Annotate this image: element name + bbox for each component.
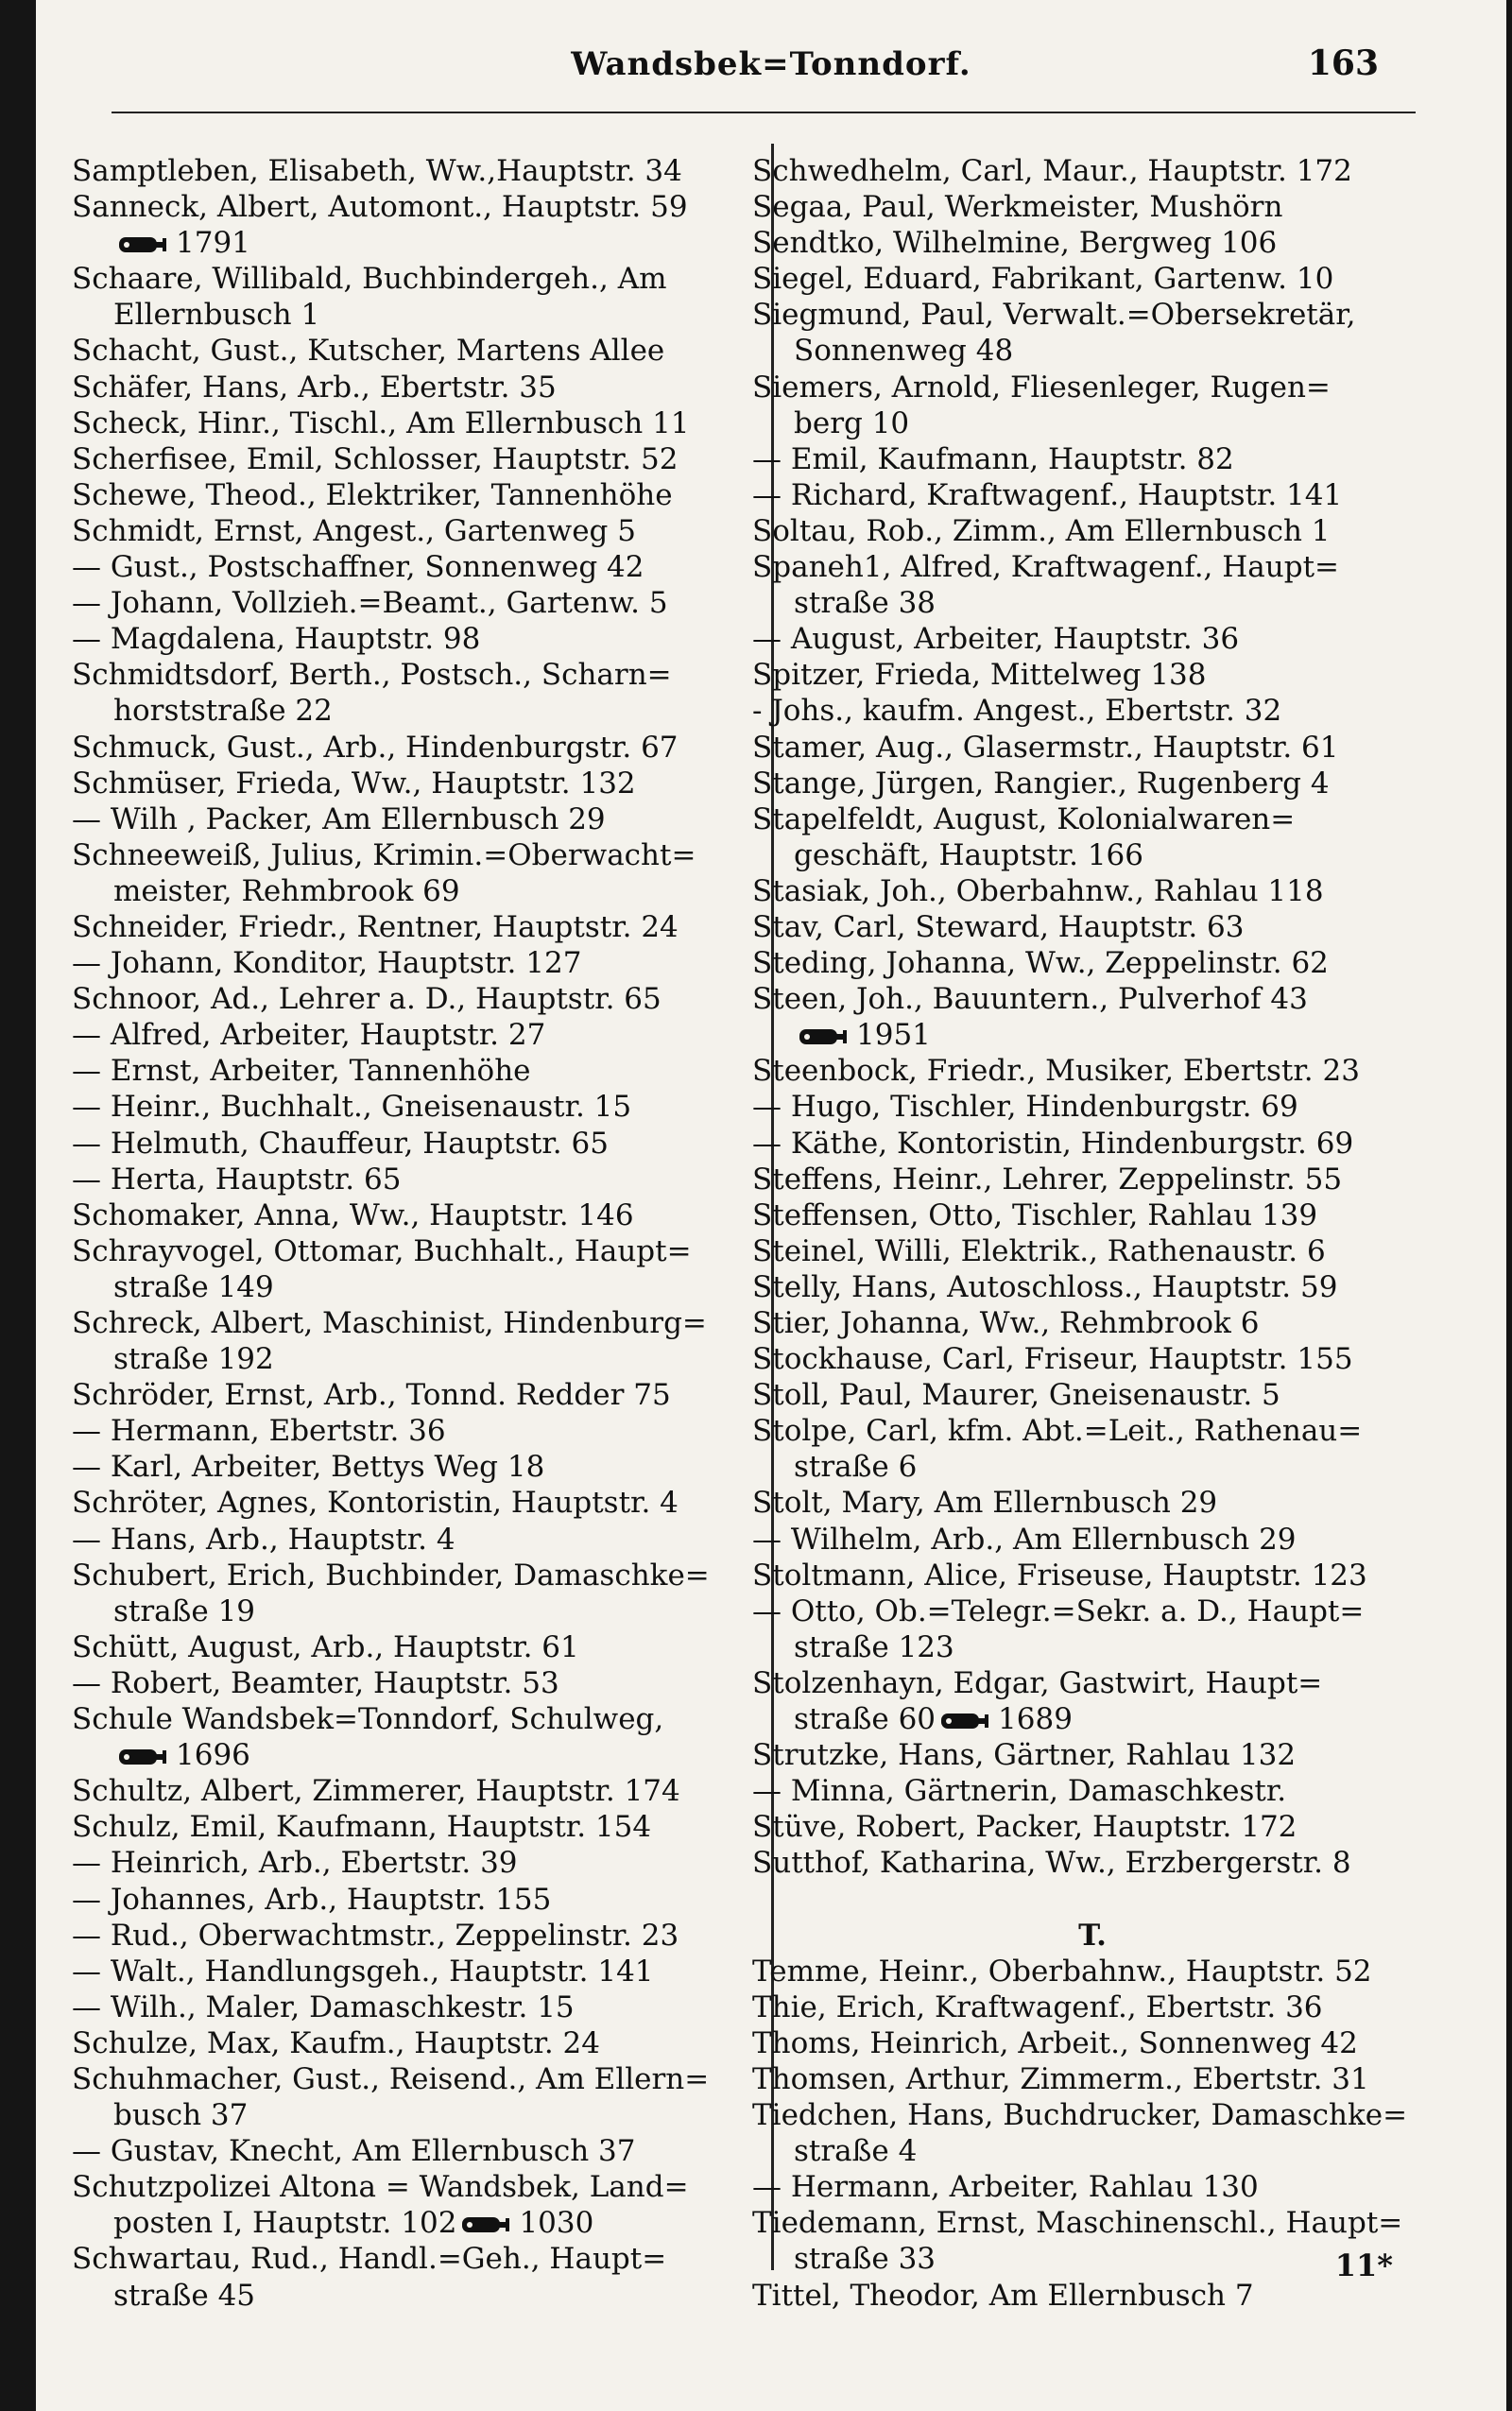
- entry-text: straße 123: [794, 1629, 954, 1664]
- directory-entry: [72, 1558, 752, 1593]
- telephone-hand-icon: [460, 2214, 513, 2235]
- directory-entry: [752, 621, 1433, 657]
- directory-entry: [72, 1989, 752, 2025]
- entry-text: — August, Arbeiter, Hauptstr. 36: [752, 622, 1240, 657]
- directory-entry: [752, 801, 1433, 837]
- directory-entry: [72, 1197, 752, 1233]
- directory-entry: [752, 441, 1433, 477]
- entry-text: Schule Wandsbek=Tonndorf, Schulweg,: [72, 1702, 664, 1737]
- directory-entry: [72, 1485, 752, 1521]
- entry-text: Schröter, Agnes, Kontoristin, Hauptstr. 4: [72, 1486, 679, 1521]
- entry-text: — Walt., Handlungsgeh., Hauptstr. 141: [72, 1954, 654, 1989]
- entry-text: Schrayvogel, Ottomar, Buchhalt., Haupt=: [72, 1233, 692, 1268]
- entry-text: Schneeweiß, Julius, Krimin.=Oberwacht=: [72, 837, 696, 872]
- entry-text: Steffens, Heinr., Lehrer, Zeppelinstr. 55: [752, 1162, 1343, 1197]
- entry-text: — Herta, Hauptstr. 65: [72, 1162, 402, 1197]
- directory-entry: [752, 1989, 1433, 2025]
- directory-entry: [752, 1882, 1433, 1918]
- directory-entry: [72, 370, 752, 405]
- entry-text: Tiedchen, Hans, Buchdrucker, Damaschke=: [752, 2098, 1408, 2133]
- directory-entry: [752, 1053, 1433, 1089]
- entry-text: Stav, Carl, Steward, Hauptstr. 63: [752, 909, 1245, 944]
- entry-text: Schreck, Albert, Maschinist, Hindenburg=: [72, 1306, 707, 1340]
- phone-number: 1030: [519, 2206, 594, 2241]
- entry-text: Siemers, Arnold, Fliesenleger, Rugen=: [752, 370, 1331, 405]
- entry-text: — Hans, Arb., Hauptstr. 4: [72, 1522, 455, 1557]
- entry-text: Thoms, Heinrich, Arbeit., Sonnenweg 42: [752, 2025, 1358, 2060]
- directory-entry: [72, 1809, 752, 1845]
- directory-entry: [752, 2097, 1433, 2133]
- entry-text: Scheck, Hinr., Tischl., Am Ellernbusch 11: [72, 405, 690, 440]
- entry-text: — Ernst, Arbeiter, Tannenhöhe: [72, 1054, 531, 1089]
- entry-text: — Gust., Postschaffner, Sonnenweg 42: [72, 550, 644, 585]
- entry-text: — Hermann, Arbeiter, Rahlau 130: [752, 2170, 1259, 2205]
- directory-entry: [72, 477, 752, 513]
- entry-text: Tittel, Theodor, Am Ellernbusch 7: [752, 2278, 1254, 2313]
- page-title: Wandsbek=Tonndorf.: [571, 45, 971, 83]
- directory-entry: [72, 153, 752, 189]
- entry-text: — Hermann, Ebertstr. 36: [72, 1414, 446, 1449]
- directory-entry: [72, 1629, 752, 1665]
- directory-entry: [72, 1522, 752, 1558]
- directory-entry: [72, 801, 752, 837]
- entry-text: Sanneck, Albert, Automont., Hauptstr. 59: [72, 190, 688, 225]
- entry-text: meister, Rehmbrook 69: [113, 873, 460, 908]
- entry-text: Temme, Heinr., Oberbahnw., Hauptstr. 52: [752, 1954, 1372, 1989]
- entry-text: Stelly, Hans, Autoschloss., Hauptstr. 59: [752, 1269, 1338, 1304]
- directory-entry: [72, 837, 752, 873]
- directory-entry: [752, 766, 1433, 801]
- directory-entry: [72, 1593, 752, 1629]
- entry-text: T.: [1078, 1918, 1107, 1953]
- directory-entry: [72, 1773, 752, 1809]
- telephone-hand-icon: [939, 1711, 992, 1731]
- entry-text: Steding, Johanna, Ww., Zeppelinstr. 62: [752, 946, 1329, 981]
- directory-entry: [752, 1413, 1433, 1449]
- entry-text: Tiedemann, Ernst, Maschinenschl., Haupt=: [752, 2206, 1403, 2241]
- directory-entry: [72, 1089, 752, 1125]
- entry-text: Schuhmacher, Gust., Reisend., Am Ellern=: [72, 2061, 710, 2096]
- entry-text: Schaare, Willibald, Buchbindergeh., Am: [72, 262, 667, 297]
- directory-entry: [752, 1809, 1433, 1845]
- entry-text: - Johs., kaufm. Angest., Ebertstr. 32: [752, 694, 1282, 729]
- entry-text: Ellernbusch 1: [113, 298, 320, 333]
- directory-entry: [752, 405, 1433, 441]
- directory-entry: [72, 513, 752, 549]
- entry-text: — Karl, Arbeiter, Bettys Weg 18: [72, 1450, 545, 1485]
- directory-entry: [752, 549, 1433, 585]
- page-number: 163: [1307, 43, 1379, 83]
- entry-text: — Emil, Kaufmann, Hauptstr. 82: [752, 441, 1234, 476]
- entry-text: Steffensen, Otto, Tischler, Rahlau 139: [752, 1197, 1318, 1232]
- entry-text: Stier, Johanna, Ww., Rehmbrook 6: [752, 1306, 1260, 1340]
- directory-entry: [72, 405, 752, 441]
- entry-text: Spaneh1, Alfred, Kraftwagenf., Haupt=: [752, 550, 1340, 585]
- entry-text: Schmüser, Frieda, Ww., Hauptstr. 132: [72, 766, 636, 801]
- entry-text: straße 4: [794, 2134, 918, 2169]
- entry-text: — Otto, Ob.=Telegr.=Sekr. a. D., Haupt=: [752, 1593, 1365, 1628]
- directory-entry: [752, 1305, 1433, 1341]
- entry-text: Spitzer, Frieda, Mittelweg 138: [752, 658, 1207, 693]
- directory-entry: [752, 333, 1433, 369]
- directory-entry: [752, 1197, 1433, 1233]
- directory-entry: [72, 2097, 752, 2133]
- directory-entry: [752, 909, 1433, 945]
- printer-signature: 11*: [1334, 2247, 1393, 2283]
- entry-text: Thomsen, Arthur, Zimmerm., Ebertstr. 31: [752, 2061, 1369, 2096]
- directory-entry: [752, 1558, 1433, 1593]
- directory-entry: [752, 1449, 1433, 1485]
- entry-text: — Johannes, Arb., Hauptstr. 155: [72, 1882, 552, 1917]
- header-rule: [112, 112, 1416, 113]
- entry-text: posten I, Hauptstr. 102: [113, 2206, 457, 2241]
- directory-entry: [752, 1017, 1433, 1053]
- directory-entry: [752, 2205, 1433, 2241]
- directory-entry: [752, 2169, 1433, 2205]
- directory-entry: [752, 297, 1433, 333]
- entry-text: Scherfisee, Emil, Schlosser, Hauptstr. 52: [72, 441, 679, 476]
- entry-text: Schewe, Theod., Elektriker, Tannenhöhe: [72, 477, 673, 512]
- directory-entry: [72, 730, 752, 766]
- phone-number: 1791: [176, 226, 250, 261]
- directory-entry: [752, 730, 1433, 766]
- entry-text: Stoltmann, Alice, Friseuse, Hauptstr. 123: [752, 1558, 1367, 1593]
- entry-text: straße 38: [794, 586, 936, 621]
- entry-text: Samptleben, Elisabeth, Ww.,Hauptstr. 34: [72, 154, 682, 188]
- entry-text: Stoll, Paul, Maurer, Gneisenaustr. 5: [752, 1378, 1280, 1413]
- entry-text: Stasiak, Joh., Oberbahnw., Rahlau 118: [752, 873, 1324, 908]
- directory-entry: [752, 693, 1433, 729]
- entry-text: Stolt, Mary, Am Ellernbusch 29: [752, 1486, 1218, 1521]
- directory-entry: [72, 1954, 752, 1989]
- directory-entry: [72, 333, 752, 369]
- directory-entry: [752, 153, 1433, 189]
- entry-text: Segaa, Paul, Werkmeister, Mushörn: [752, 190, 1283, 225]
- entry-text: — Robert, Beamter, Hauptstr. 53: [72, 1665, 559, 1700]
- entry-text: Schacht, Gust., Kutscher, Martens Allee: [72, 334, 665, 369]
- directory-entry: [752, 2278, 1433, 2314]
- entry-text: geschäft, Hauptstr. 166: [794, 837, 1143, 872]
- directory-page: [36, 0, 1506, 2411]
- entry-text: Schwartau, Rud., Handl.=Geh., Haupt=: [72, 2242, 667, 2277]
- directory-entry: [72, 2278, 752, 2314]
- entry-text: straße 60: [794, 1702, 936, 1737]
- right-column: [752, 153, 1433, 2314]
- entry-text: — Käthe, Kontoristin, Hindenburgstr. 69: [752, 1126, 1354, 1161]
- entry-text: Soltau, Rob., Zimm., Am Ellernbusch 1: [752, 513, 1331, 548]
- directory-entry: [752, 1845, 1433, 1881]
- directory-entry: [752, 1485, 1433, 1521]
- entry-text: Schulz, Emil, Kaufmann, Hauptstr. 154: [72, 1810, 652, 1845]
- directory-entry: [752, 513, 1433, 549]
- directory-entry: [72, 189, 752, 225]
- entry-text: Schultz, Albert, Zimmerer, Hauptstr. 174: [72, 1774, 680, 1809]
- entry-text: Siegmund, Paul, Verwalt.=Obersekretär,: [752, 298, 1356, 333]
- directory-entry: [72, 909, 752, 945]
- directory-entry: [72, 1449, 752, 1485]
- directory-entry: [72, 981, 752, 1017]
- directory-entry: [72, 549, 752, 585]
- directory-entry: [752, 981, 1433, 1017]
- entry-text: Steen, Joh., Bauuntern., Pulverhof 43: [752, 982, 1308, 1017]
- directory-entry: [752, 1954, 1433, 1989]
- directory-entry: [72, 2205, 752, 2241]
- directory-entry: [752, 1773, 1433, 1809]
- directory-entry: [752, 1665, 1433, 1701]
- directory-entry: [72, 441, 752, 477]
- entry-text: straße 19: [113, 1593, 256, 1628]
- directory-entry: [72, 2133, 752, 2169]
- entry-text: Strutzke, Hans, Gärtner, Rahlau 132: [752, 1738, 1297, 1773]
- entry-text: straße 192: [113, 1342, 274, 1377]
- directory-entry: [752, 370, 1433, 405]
- directory-entry: [72, 1918, 752, 1954]
- directory-entry: [752, 873, 1433, 909]
- directory-entry: [752, 1593, 1433, 1629]
- directory-entry: [72, 1305, 752, 1341]
- entry-text: Stolzenhayn, Edgar, Gastwirt, Haupt=: [752, 1665, 1323, 1700]
- directory-entry: [752, 225, 1433, 261]
- directory-entry: [752, 2133, 1433, 2169]
- directory-entry: [72, 1053, 752, 1089]
- directory-entry: [72, 1017, 752, 1053]
- directory-entry: [72, 2241, 752, 2277]
- directory-entry: [72, 225, 752, 261]
- directory-entry: [72, 2025, 752, 2061]
- entry-text: Schmuck, Gust., Arb., Hindenburgstr. 67: [72, 730, 679, 765]
- directory-entry: [72, 1126, 752, 1162]
- directory-entry: [752, 1701, 1433, 1737]
- entry-text: — Heinrich, Arb., Ebertstr. 39: [72, 1846, 518, 1881]
- telephone-hand-icon: [117, 1747, 170, 1767]
- directory-entry: [72, 1882, 752, 1918]
- directory-entry: [752, 1377, 1433, 1413]
- entry-text: — Wilh., Maler, Damaschkestr. 15: [72, 1989, 575, 2024]
- entry-text: Schröder, Ernst, Arb., Tonnd. Redder 75: [72, 1378, 671, 1413]
- entry-text: Siegel, Eduard, Fabrikant, Gartenw. 10: [752, 262, 1334, 297]
- directory-entry: [72, 1845, 752, 1881]
- entry-text: Steenbock, Friedr., Musiker, Ebertstr. 23: [752, 1054, 1360, 1089]
- entry-text: — Johann, Konditor, Hauptstr. 127: [72, 946, 582, 981]
- telephone-hand-icon: [798, 1026, 850, 1047]
- directory-entry: [752, 945, 1433, 981]
- section-heading: [752, 1918, 1433, 1954]
- entry-text: busch 37: [113, 2098, 249, 2133]
- entry-text: Sendtko, Wilhelmine, Bergweg 106: [752, 226, 1278, 261]
- directory-entry: [72, 1162, 752, 1197]
- directory-entry: [72, 585, 752, 621]
- directory-entry: [72, 297, 752, 333]
- directory-entry: [752, 837, 1433, 873]
- entry-text: — Wilh , Packer, Am Ellernbusch 29: [72, 801, 606, 836]
- entry-text: straße 149: [113, 1269, 274, 1304]
- directory-entry: [752, 1629, 1433, 1665]
- entry-text: — Minna, Gärtnerin, Damaschkestr.: [752, 1774, 1287, 1809]
- entry-text: Steinel, Willi, Elektrik., Rathenaustr. 6: [752, 1233, 1326, 1268]
- directory-entry: [72, 1737, 752, 1773]
- entry-text: — Hugo, Tischler, Hindenburgstr. 69: [752, 1090, 1298, 1125]
- entry-text: — Helmuth, Chauffeur, Hauptstr. 65: [72, 1126, 609, 1161]
- directory-entry: [72, 1665, 752, 1701]
- entry-text: straße 45: [113, 2278, 256, 2313]
- entry-text: Sutthof, Katharina, Ww., Erzbergerstr. 8: [752, 1846, 1351, 1881]
- phone-number: 1689: [998, 1702, 1073, 1737]
- entry-text: Schnoor, Ad., Lehrer a. D., Hauptstr. 65: [72, 982, 662, 1017]
- directory-entry: [72, 1413, 752, 1449]
- directory-entry: [72, 766, 752, 801]
- directory-entry: [72, 1701, 752, 1737]
- entry-text: — Gustav, Knecht, Am Ellernbusch 37: [72, 2134, 636, 2169]
- directory-entry: [72, 1341, 752, 1377]
- entry-text: — Magdalena, Hauptstr. 98: [72, 622, 481, 657]
- entry-text: Sonnenweg 48: [794, 334, 1014, 369]
- directory-entry: [752, 1522, 1433, 1558]
- entry-text: — Heinr., Buchhalt., Gneisenaustr. 15: [72, 1090, 632, 1125]
- entry-text: — Richard, Kraftwagenf., Hauptstr. 141: [752, 477, 1343, 512]
- entry-text: Schäfer, Hans, Arb., Ebertstr. 35: [72, 370, 557, 405]
- entry-text: Schomaker, Anna, Ww., Hauptstr. 146: [72, 1197, 634, 1232]
- directory-entry: [752, 189, 1433, 225]
- directory-entry: [752, 477, 1433, 513]
- entry-text: straße 33: [794, 2242, 936, 2277]
- entry-text: Schütt, August, Arb., Hauptstr. 61: [72, 1629, 579, 1664]
- directory-entry: [72, 1377, 752, 1413]
- directory-entry: [752, 1233, 1433, 1269]
- directory-entry: [752, 2061, 1433, 2097]
- directory-entry: [752, 1341, 1433, 1377]
- telephone-hand-icon: [117, 234, 170, 255]
- entry-text: — Alfred, Arbeiter, Hauptstr. 27: [72, 1018, 546, 1053]
- directory-entry: [72, 621, 752, 657]
- directory-entry: [752, 585, 1433, 621]
- directory-entry: [752, 261, 1433, 297]
- entry-text: Stockhause, Carl, Friseur, Hauptstr. 155: [752, 1342, 1353, 1377]
- directory-entry: [752, 657, 1433, 693]
- directory-entry: [72, 261, 752, 297]
- entry-text: Schneider, Friedr., Rentner, Hauptstr. 24: [72, 909, 679, 944]
- entry-text: berg 10: [794, 405, 910, 440]
- entry-text: Stolpe, Carl, kfm. Abt.=Leit., Rathenau=: [752, 1414, 1363, 1449]
- entry-text: — Wilhelm, Arb., Am Ellernbusch 29: [752, 1522, 1297, 1557]
- entry-text: Schmidt, Ernst, Angest., Gartenweg 5: [72, 513, 636, 548]
- entry-text: Schubert, Erich, Buchbinder, Damaschke=: [72, 1558, 710, 1593]
- directory-entry: [752, 1737, 1433, 1773]
- left-column: [72, 153, 752, 2314]
- entry-text: Thie, Erich, Kraftwagenf., Ebertstr. 36: [752, 1989, 1323, 2024]
- directory-entry: [72, 2169, 752, 2205]
- directory-entry: [72, 1233, 752, 1269]
- entry-text: Schwedhelm, Carl, Maur., Hauptstr. 172: [752, 154, 1352, 188]
- directory-entry: [72, 693, 752, 729]
- directory-entry: [752, 1269, 1433, 1305]
- entry-text: Stapelfeldt, August, Kolonialwaren=: [752, 801, 1296, 836]
- entry-text: Stamer, Aug., Glasermstr., Hauptstr. 61: [752, 730, 1339, 765]
- entry-text: Stange, Jürgen, Rangier., Rugenberg 4: [752, 766, 1330, 801]
- entry-text: straße 6: [794, 1450, 918, 1485]
- directory-entry: [752, 1162, 1433, 1197]
- directory-entry: [752, 1126, 1433, 1162]
- entry-text: Schulze, Max, Kaufm., Hauptstr. 24: [72, 2025, 600, 2060]
- directory-entry: [752, 2025, 1433, 2061]
- directory-entry: [72, 945, 752, 981]
- directory-entry: [72, 873, 752, 909]
- entry-text: — Johann, Vollzieh.=Beamt., Gartenw. 5: [72, 586, 668, 621]
- directory-entry: [752, 2241, 1433, 2277]
- directory-entry: [72, 1269, 752, 1305]
- directory-entry: [752, 1089, 1433, 1125]
- phone-number: 1951: [856, 1018, 931, 1053]
- entry-text: Schmidtsdorf, Berth., Postsch., Scharn=: [72, 658, 672, 693]
- entry-text: Stüve, Robert, Packer, Hauptstr. 172: [752, 1810, 1297, 1845]
- phone-number: 1696: [176, 1738, 250, 1773]
- entry-text: Schutzpolizei Altona = Wandsbek, Land=: [72, 2170, 689, 2205]
- entry-text: horststraße 22: [113, 694, 333, 729]
- directory-entry: [72, 2061, 752, 2097]
- directory-entry: [72, 657, 752, 693]
- entry-text: — Rud., Oberwachtmstr., Zeppelinstr. 23: [72, 1918, 679, 1953]
